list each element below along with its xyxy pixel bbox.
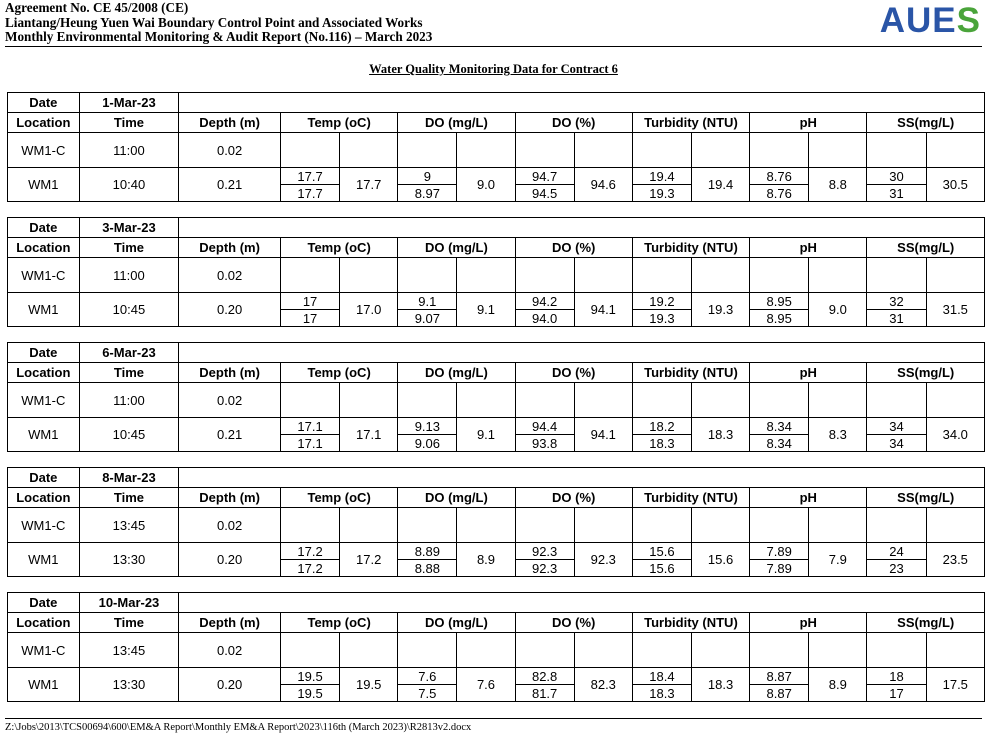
empty-cell: [280, 150, 339, 168]
empty-cell: [515, 258, 574, 276]
do_mgl-reading-1: 9: [398, 168, 457, 185]
date-row-spacer: [179, 343, 985, 363]
do_pct-reading-1: 94.4: [515, 418, 574, 435]
station-location: WM1: [8, 168, 80, 202]
col-location: Location: [8, 613, 80, 633]
turbidity-reading-1: 19.4: [632, 168, 691, 185]
empty-cell: [574, 633, 632, 668]
empty-cell: [809, 633, 867, 668]
ss-reading-2: 34: [867, 435, 926, 452]
ss-reading-1: 18: [867, 668, 926, 685]
temp-reading-1: 17.7: [280, 168, 339, 185]
ss-reading-1: 24: [867, 543, 926, 560]
col-turbidity: Turbidity (NTU): [632, 363, 749, 383]
date-value: 8-Mar-23: [79, 468, 179, 488]
temp-reading-1: 17.2: [280, 543, 339, 560]
do_mgl-average: 9.0: [457, 168, 515, 202]
empty-cell: [457, 133, 515, 168]
col-do_mgl: DO (mg/L): [398, 363, 515, 383]
empty-cell: [515, 650, 574, 668]
empty-cell: [809, 133, 867, 168]
empty-cell: [457, 633, 515, 668]
turbidity-reading-2: 18.3: [632, 435, 691, 452]
empty-cell: [691, 258, 749, 293]
date-block: [7, 592, 985, 702]
empty-cell: [515, 275, 574, 293]
do_mgl-reading-2: 7.5: [398, 685, 457, 702]
turbidity-average: 15.6: [691, 543, 749, 577]
empty-cell: [632, 133, 691, 151]
empty-cell: [398, 508, 457, 526]
ss-reading-2: 31: [867, 185, 926, 202]
date-label: Date: [8, 93, 80, 113]
empty-cell: [867, 508, 926, 526]
turbidity-reading-2: 15.6: [632, 560, 691, 577]
empty-cell: [457, 383, 515, 418]
col-do_mgl: DO (mg/L): [398, 238, 515, 258]
empty-cell: [398, 400, 457, 418]
ss-reading-2: 17: [867, 685, 926, 702]
ss-reading-1: 30: [867, 168, 926, 185]
empty-cell: [398, 525, 457, 543]
empty-cell: [867, 525, 926, 543]
empty-cell: [632, 275, 691, 293]
col-do_pct: DO (%): [515, 488, 632, 508]
empty-cell: [926, 133, 984, 168]
empty-cell: [750, 133, 809, 151]
empty-cell: [632, 650, 691, 668]
empty-cell: [398, 150, 457, 168]
do_pct-reading-2: 81.7: [515, 685, 574, 702]
col-ss: SS(mg/L): [867, 363, 985, 383]
empty-cell: [750, 150, 809, 168]
col-ss: SS(mg/L): [867, 113, 985, 133]
control-depth: 0.02: [179, 633, 281, 668]
ss-reading-2: 23: [867, 560, 926, 577]
report-line: Monthly Environmental Monitoring & Audit Report (No.116) – March 2023: [5, 29, 433, 45]
temp-average: 17.7: [340, 168, 398, 202]
do_mgl-average: 8.9: [457, 543, 515, 577]
control-depth: 0.02: [179, 508, 281, 543]
turbidity-average: 19.4: [691, 168, 749, 202]
ss-average: 34.0: [926, 418, 984, 452]
ph-reading-2: 8.34: [750, 435, 809, 452]
col-do_mgl: DO (mg/L): [398, 488, 515, 508]
col-temp: Temp (oC): [280, 113, 397, 133]
date-label: Date: [8, 218, 80, 238]
do_mgl-reading-2: 9.07: [398, 310, 457, 327]
empty-cell: [280, 508, 339, 526]
do_pct-reading-1: 94.7: [515, 168, 574, 185]
empty-cell: [340, 508, 398, 543]
empty-cell: [398, 650, 457, 668]
ss-average: 30.5: [926, 168, 984, 202]
empty-cell: [867, 275, 926, 293]
empty-cell: [515, 150, 574, 168]
empty-cell: [632, 525, 691, 543]
turbidity-reading-2: 19.3: [632, 185, 691, 202]
ph-average: 7.9: [809, 543, 867, 577]
ss-average: 31.5: [926, 293, 984, 327]
col-do_pct: DO (%): [515, 363, 632, 383]
control-location: WM1-C: [8, 508, 80, 543]
control-location: WM1-C: [8, 258, 80, 293]
empty-cell: [340, 633, 398, 668]
control-location: WM1-C: [8, 383, 80, 418]
empty-cell: [632, 633, 691, 651]
col-depth: Depth (m): [179, 488, 281, 508]
empty-cell: [926, 383, 984, 418]
empty-cell: [280, 275, 339, 293]
do_pct-reading-2: 93.8: [515, 435, 574, 452]
temp-average: 19.5: [340, 668, 398, 702]
empty-cell: [809, 258, 867, 293]
station-time: 13:30: [79, 543, 179, 577]
empty-cell: [750, 525, 809, 543]
aues-logo: AUES: [879, 1, 981, 40]
control-time: 13:45: [79, 633, 179, 668]
turbidity-average: 19.3: [691, 293, 749, 327]
col-location: Location: [8, 113, 80, 133]
do_mgl-reading-1: 7.6: [398, 668, 457, 685]
ph-reading-1: 8.76: [750, 168, 809, 185]
turbidity-average: 18.3: [691, 668, 749, 702]
empty-cell: [926, 508, 984, 543]
empty-cell: [632, 150, 691, 168]
col-location: Location: [8, 363, 80, 383]
control-depth: 0.02: [179, 258, 281, 293]
temp-average: 17.0: [340, 293, 398, 327]
do_pct-average: 82.3: [574, 668, 632, 702]
col-ph: pH: [750, 363, 867, 383]
empty-cell: [457, 258, 515, 293]
date-value: 1-Mar-23: [79, 93, 179, 113]
do_pct-reading-2: 94.5: [515, 185, 574, 202]
do_pct-average: 94.6: [574, 168, 632, 202]
empty-cell: [750, 275, 809, 293]
empty-cell: [632, 400, 691, 418]
col-time: Time: [79, 613, 179, 633]
col-time: Time: [79, 113, 179, 133]
empty-cell: [398, 133, 457, 151]
empty-cell: [280, 650, 339, 668]
empty-cell: [867, 133, 926, 151]
empty-cell: [280, 633, 339, 651]
station-depth: 0.21: [179, 168, 281, 202]
col-temp: Temp (oC): [280, 363, 397, 383]
col-ph: pH: [750, 113, 867, 133]
date-label: Date: [8, 468, 80, 488]
empty-cell: [398, 633, 457, 651]
do_mgl-reading-1: 9.13: [398, 418, 457, 435]
station-location: WM1: [8, 543, 80, 577]
col-depth: Depth (m): [179, 113, 281, 133]
date-row-spacer: [179, 593, 985, 613]
col-ph: pH: [750, 238, 867, 258]
date-label: Date: [8, 593, 80, 613]
col-temp: Temp (oC): [280, 238, 397, 258]
date-row-spacer: [179, 468, 985, 488]
empty-cell: [750, 258, 809, 276]
ss-reading-1: 32: [867, 293, 926, 310]
control-time: 11:00: [79, 133, 179, 168]
turbidity-average: 18.3: [691, 418, 749, 452]
temp-average: 17.2: [340, 543, 398, 577]
empty-cell: [280, 258, 339, 276]
empty-cell: [867, 633, 926, 651]
col-do_pct: DO (%): [515, 113, 632, 133]
col-time: Time: [79, 363, 179, 383]
temp-reading-2: 17.7: [280, 185, 339, 202]
date-block: [7, 467, 985, 577]
col-temp: Temp (oC): [280, 488, 397, 508]
ph-reading-1: 8.87: [750, 668, 809, 685]
station-time: 10:40: [79, 168, 179, 202]
empty-cell: [574, 133, 632, 168]
control-depth: 0.02: [179, 383, 281, 418]
empty-cell: [515, 525, 574, 543]
do_mgl-reading-2: 9.06: [398, 435, 457, 452]
ph-average: 9.0: [809, 293, 867, 327]
temp-average: 17.1: [340, 418, 398, 452]
empty-cell: [750, 650, 809, 668]
header-divider: [5, 46, 982, 47]
station-location: WM1: [8, 293, 80, 327]
project-line: Liantang/Heung Yuen Wai Boundary Control Point and Associated Works: [5, 14, 423, 30]
empty-cell: [340, 133, 398, 168]
control-time: 11:00: [79, 383, 179, 418]
empty-cell: [632, 508, 691, 526]
temp-reading-1: 17: [280, 293, 339, 310]
empty-cell: [515, 133, 574, 151]
empty-cell: [691, 633, 749, 668]
date-value: 3-Mar-23: [79, 218, 179, 238]
empty-cell: [515, 400, 574, 418]
empty-cell: [691, 508, 749, 543]
do_mgl-reading-1: 8.89: [398, 543, 457, 560]
do_pct-average: 94.1: [574, 293, 632, 327]
control-location: WM1-C: [8, 133, 80, 168]
empty-cell: [750, 633, 809, 651]
do_mgl-reading-2: 8.97: [398, 185, 457, 202]
empty-cell: [515, 508, 574, 526]
col-do_pct: DO (%): [515, 613, 632, 633]
file-path-footer: Z:\Jobs\2013\TCS00694\600\EM&A Report\Monthly EM&A Report\2023\116th (March 2023)\R2813v2.docx: [5, 722, 472, 733]
empty-cell: [867, 400, 926, 418]
control-time: 13:45: [79, 508, 179, 543]
temp-reading-2: 17.2: [280, 560, 339, 577]
empty-cell: [750, 508, 809, 526]
temp-reading-2: 17.1: [280, 435, 339, 452]
col-time: Time: [79, 488, 179, 508]
empty-cell: [574, 258, 632, 293]
do_pct-reading-2: 92.3: [515, 560, 574, 577]
turbidity-reading-1: 18.2: [632, 418, 691, 435]
date-row-spacer: [179, 218, 985, 238]
empty-cell: [398, 383, 457, 401]
empty-cell: [280, 525, 339, 543]
empty-cell: [809, 383, 867, 418]
empty-cell: [340, 258, 398, 293]
empty-cell: [280, 133, 339, 151]
report-header: [5, 1, 432, 45]
ph-average: 8.3: [809, 418, 867, 452]
col-depth: Depth (m): [179, 613, 281, 633]
empty-cell: [691, 133, 749, 168]
do_pct-reading-2: 94.0: [515, 310, 574, 327]
empty-cell: [280, 400, 339, 418]
empty-cell: [398, 275, 457, 293]
ph-average: 8.9: [809, 668, 867, 702]
col-turbidity: Turbidity (NTU): [632, 238, 749, 258]
turbidity-reading-1: 18.4: [632, 668, 691, 685]
do_pct-reading-1: 94.2: [515, 293, 574, 310]
control-location: WM1-C: [8, 633, 80, 668]
col-turbidity: Turbidity (NTU): [632, 113, 749, 133]
temp-reading-1: 17.1: [280, 418, 339, 435]
col-time: Time: [79, 238, 179, 258]
station-depth: 0.20: [179, 293, 281, 327]
do_pct-average: 94.1: [574, 418, 632, 452]
col-depth: Depth (m): [179, 363, 281, 383]
date-block: [7, 342, 985, 452]
col-depth: Depth (m): [179, 238, 281, 258]
station-depth: 0.20: [179, 668, 281, 702]
col-ss: SS(mg/L): [867, 238, 985, 258]
ss-average: 23.5: [926, 543, 984, 577]
col-do_pct: DO (%): [515, 238, 632, 258]
ph-reading-2: 7.89: [750, 560, 809, 577]
station-location: WM1: [8, 668, 80, 702]
do_pct-average: 92.3: [574, 543, 632, 577]
empty-cell: [750, 400, 809, 418]
col-ss: SS(mg/L): [867, 613, 985, 633]
ss-average: 17.5: [926, 668, 984, 702]
col-turbidity: Turbidity (NTU): [632, 613, 749, 633]
do_mgl-average: 9.1: [457, 293, 515, 327]
col-ph: pH: [750, 488, 867, 508]
do_pct-reading-1: 92.3: [515, 543, 574, 560]
empty-cell: [867, 150, 926, 168]
station-time: 13:30: [79, 668, 179, 702]
ph-reading-1: 8.95: [750, 293, 809, 310]
date-value: 10-Mar-23: [79, 593, 179, 613]
do_mgl-average: 7.6: [457, 668, 515, 702]
empty-cell: [809, 508, 867, 543]
empty-cell: [457, 508, 515, 543]
empty-cell: [340, 383, 398, 418]
ph-reading-2: 8.95: [750, 310, 809, 327]
col-temp: Temp (oC): [280, 613, 397, 633]
ss-reading-2: 31: [867, 310, 926, 327]
col-ss: SS(mg/L): [867, 488, 985, 508]
empty-cell: [280, 383, 339, 401]
col-do_mgl: DO (mg/L): [398, 613, 515, 633]
col-location: Location: [8, 488, 80, 508]
empty-cell: [867, 258, 926, 276]
agreement-line: Agreement No. CE 45/2008 (CE): [5, 0, 189, 15]
turbidity-reading-2: 18.3: [632, 685, 691, 702]
station-time: 10:45: [79, 418, 179, 452]
date-row-spacer: [179, 93, 985, 113]
empty-cell: [750, 383, 809, 401]
col-do_mgl: DO (mg/L): [398, 113, 515, 133]
control-depth: 0.02: [179, 133, 281, 168]
turbidity-reading-1: 15.6: [632, 543, 691, 560]
station-depth: 0.20: [179, 543, 281, 577]
station-location: WM1: [8, 418, 80, 452]
do_pct-reading-1: 82.8: [515, 668, 574, 685]
date-block: [7, 217, 985, 327]
empty-cell: [398, 258, 457, 276]
col-ph: pH: [750, 613, 867, 633]
station-time: 10:45: [79, 293, 179, 327]
empty-cell: [574, 508, 632, 543]
empty-cell: [691, 383, 749, 418]
ph-average: 8.8: [809, 168, 867, 202]
turbidity-reading-2: 19.3: [632, 310, 691, 327]
ph-reading-1: 8.34: [750, 418, 809, 435]
ph-reading-1: 7.89: [750, 543, 809, 560]
empty-cell: [632, 258, 691, 276]
empty-cell: [926, 633, 984, 668]
date-label: Date: [8, 343, 80, 363]
empty-cell: [574, 383, 632, 418]
ph-reading-2: 8.76: [750, 185, 809, 202]
col-turbidity: Turbidity (NTU): [632, 488, 749, 508]
do_mgl-average: 9.1: [457, 418, 515, 452]
page-title: Water Quality Monitoring Data for Contract 6: [369, 62, 618, 76]
empty-cell: [515, 633, 574, 651]
control-time: 11:00: [79, 258, 179, 293]
footer-divider: [5, 718, 982, 719]
empty-cell: [515, 383, 574, 401]
turbidity-reading-1: 19.2: [632, 293, 691, 310]
ph-reading-2: 8.87: [750, 685, 809, 702]
temp-reading-2: 19.5: [280, 685, 339, 702]
empty-cell: [867, 650, 926, 668]
empty-cell: [926, 258, 984, 293]
date-value: 6-Mar-23: [79, 343, 179, 363]
date-block: [7, 92, 985, 202]
temp-reading-2: 17: [280, 310, 339, 327]
ss-reading-1: 34: [867, 418, 926, 435]
do_mgl-reading-2: 8.88: [398, 560, 457, 577]
empty-cell: [632, 383, 691, 401]
do_mgl-reading-1: 9.1: [398, 293, 457, 310]
empty-cell: [867, 383, 926, 401]
col-location: Location: [8, 238, 80, 258]
station-depth: 0.21: [179, 418, 281, 452]
temp-reading-1: 19.5: [280, 668, 339, 685]
